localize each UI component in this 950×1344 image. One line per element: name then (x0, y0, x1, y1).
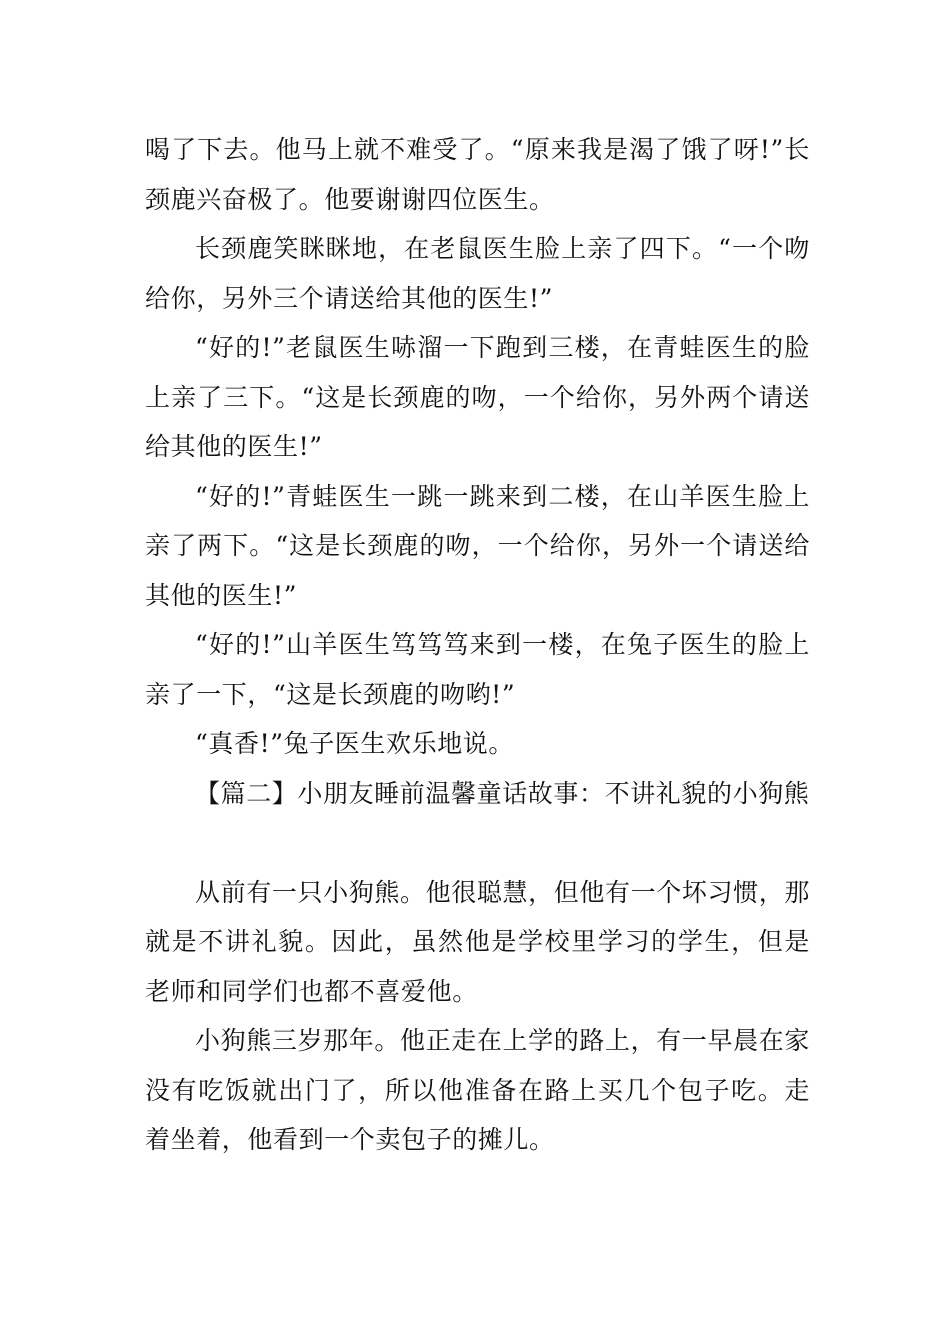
paragraph-5: “好的!”山羊医生笃笃笃来到一楼，在兔子医生的脸上亲了一下，“这是长颈鹿的吻哟!” (145, 630, 810, 709)
paragraph-2: 长颈鹿笑眯眯地，在老鼠医生脸上亲了四下。“一个吻给你，另外三个请送给其他的医生!” (145, 234, 810, 313)
blank-line (145, 818, 810, 868)
paragraph-4: “好的!”青蛙医生一跳一跳来到二楼，在山羊医生脸上亲了两下。“这是长颈鹿的吻，一个给你，另外一个请送给其他的医生!” (145, 481, 810, 610)
section-heading: 【篇二】小朋友睡前温馨童话故事：不讲礼貌的小狗熊 (195, 778, 810, 808)
paragraph-1: 喝了下去。他马上就不难受了。“原来我是渴了饿了呀!”长颈鹿兴奋极了。他要谢谢四位医生。 (145, 135, 810, 214)
story-text (145, 125, 810, 1165)
paragraph-8: 小狗熊三岁那年。他正走在上学的路上，有一早晨在家没有吃饭就出门了，所以他准备在路上买几个包子吃。走着坐着，他看到一个卖包子的摊儿。 (145, 1026, 810, 1154)
paragraph-7: 从前有一只小狗熊。他很聪慧，但他有一个坏习惯，那就是不讲礼貌。因此，虽然他是学校里学习的学生，但是老师和同学们也都不喜爱他。 (145, 877, 810, 1006)
paragraph-6: “真香!”兔子医生欢乐地说。 (195, 729, 515, 758)
paragraph-3: “好的!”老鼠医生哧溜一下跑到三楼，在青蛙医生的脸上亲了三下。“这是长颈鹿的吻，一个给你，另外两个请送给其他的医生!” (145, 333, 810, 461)
